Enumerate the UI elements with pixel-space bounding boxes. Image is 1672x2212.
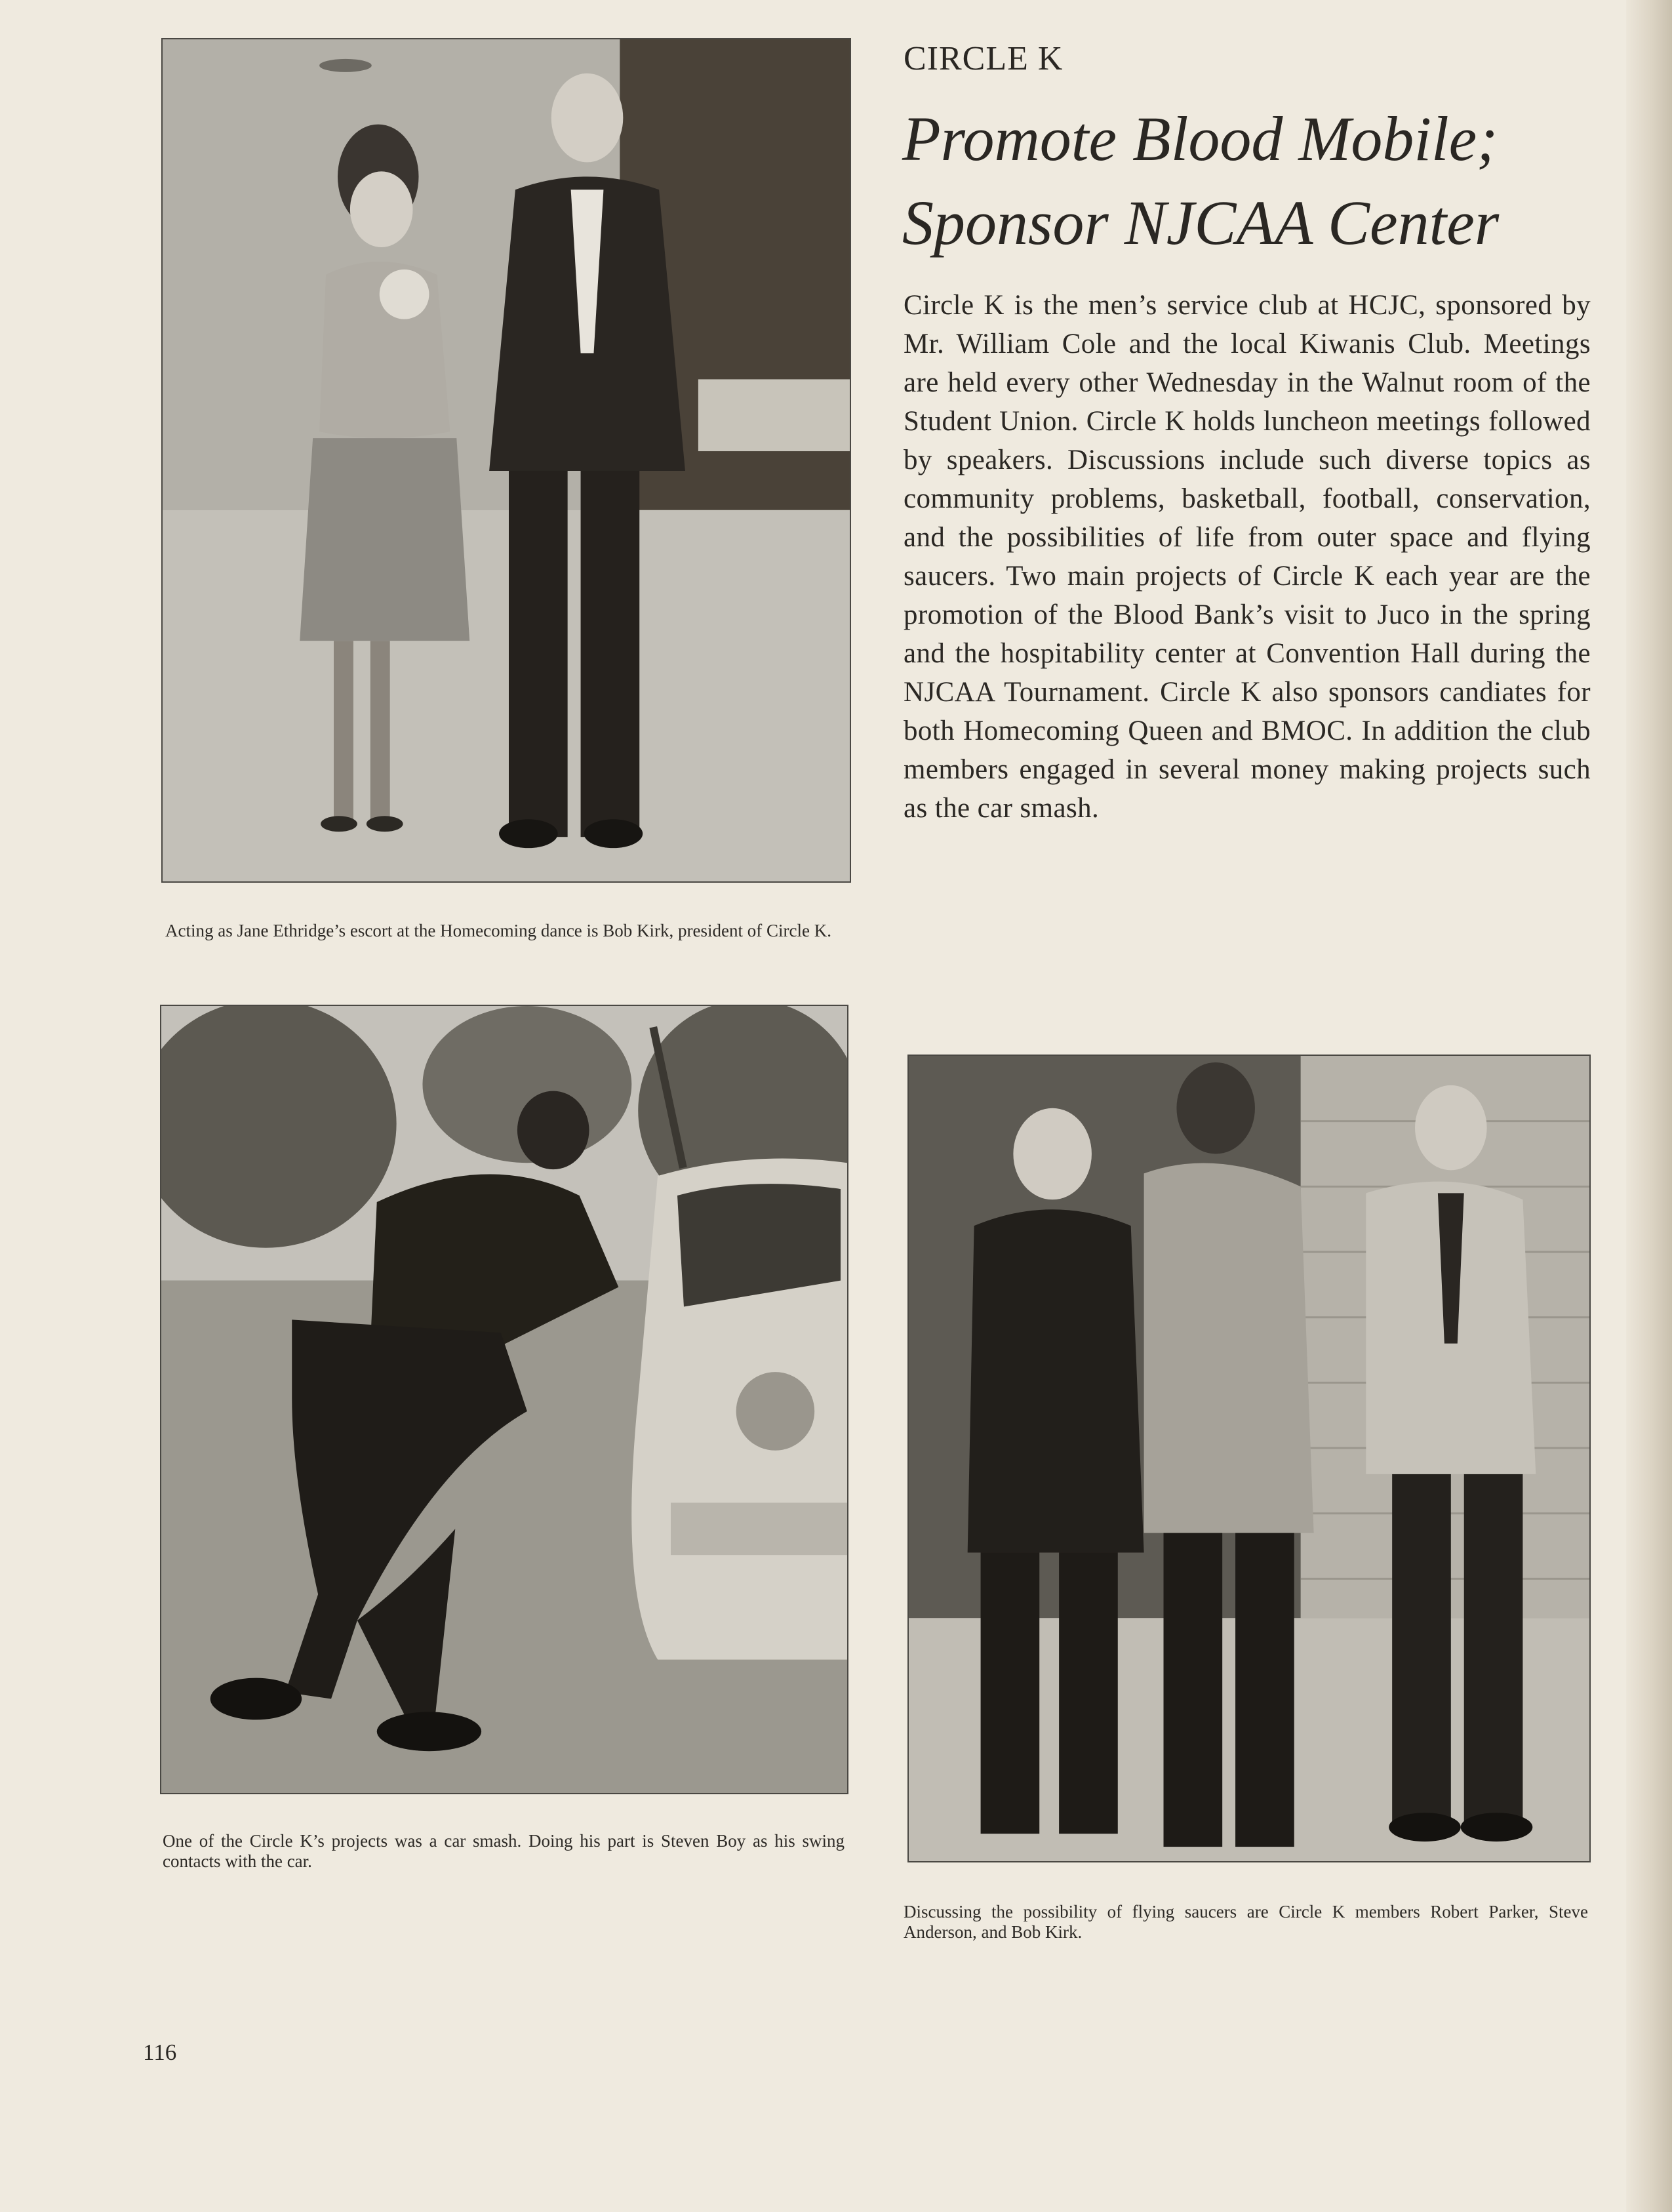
homecoming-escort-caption: Acting as Jane Ethridge’s escort at the Homecoming dance is Bob Kirk, president of Circle K. [165, 921, 831, 940]
flying-saucers-caption: Discussing the possibility of flying saucers are Circle K members Robert Parker, Steve Anderson, and Bob Kirk. [904, 1902, 1588, 1942]
page-number: 116 [143, 2040, 177, 2065]
car-smash-caption: One of the Circle K’s projects was a car smash. Doing his part is Steven Boy as his swing contacts with the car. [163, 1831, 845, 1871]
page-edge [1626, 0, 1672, 2212]
homecoming-escort-photo [161, 38, 851, 883]
section-label: CIRCLE K [904, 40, 1064, 77]
headline-line-2: Sponsor NJCAA Center [902, 188, 1500, 258]
article-body: Circle K is the men’s service club at HCJC, sponsored by Mr. William Cole and the local Kiwanis Club. Meetings are held every other Wednesday in the Walnut room of the Student Union. Circle K holds luncheon meetings followed by speakers. Discussions include such diverse topics as community problems, basketball, football, conservation, and the possibilities of life from outer space and flying saucers. Two main projects of Circle K each year are the promotion of the Blood Bank’s visit to Juco in the spring and the hospitability center at Convention Hall during the NJCAA Tournament. Circle K also sponsors candiates for both Homecoming Queen and BMOC. In addition the club members engaged in several money making projects such as the car smash. [904, 290, 1591, 824]
car-smash-photo [160, 1005, 848, 1794]
flying-saucers-discussion-photo [907, 1055, 1591, 1862]
headline-line-1: Promote Blood Mobile; [902, 104, 1498, 174]
headline [902, 97, 1597, 265]
